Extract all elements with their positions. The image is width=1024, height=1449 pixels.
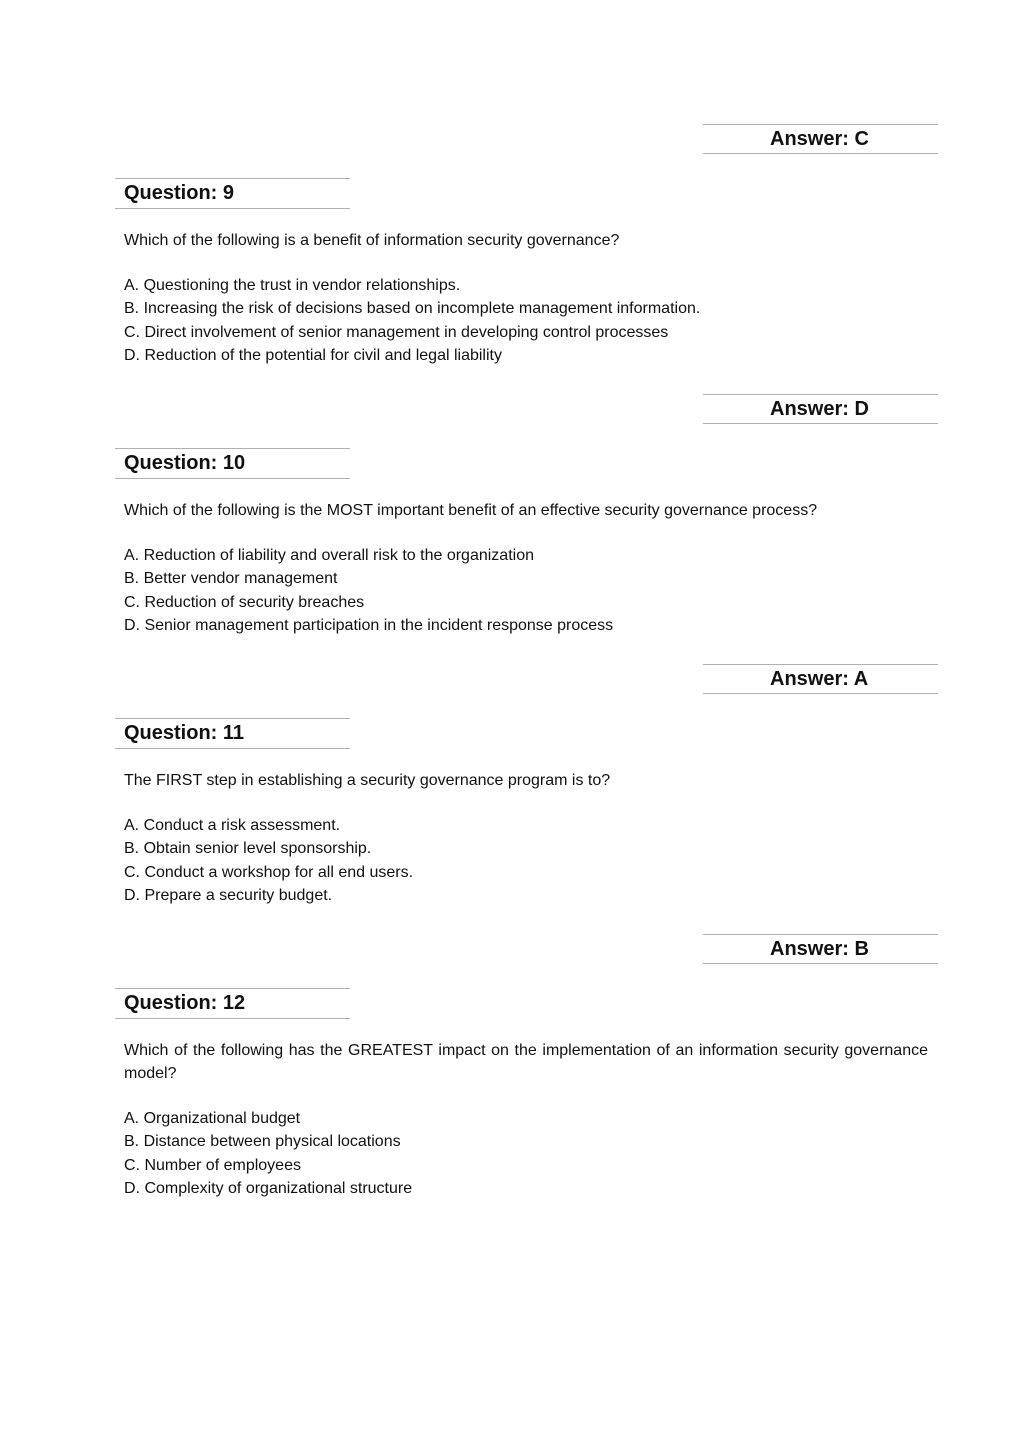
question-header [115,718,350,749]
option-list [124,1107,412,1200]
option-list [124,544,613,637]
answer-box [703,934,938,964]
answer-label: Answer: C [770,128,869,150]
question-stem: Which of the following has the GREATEST impact on the implementation of an information security governance model? [124,1042,928,1082]
question-header [115,448,350,479]
answer-label: Answer: D [770,398,869,420]
question-title: Question: 9 [124,182,235,204]
option-item: A. Questioning the trust in vendor relationships. [124,277,461,294]
option-item: C. Direct involvement of senior management in developing control processes [124,323,669,341]
question-title: Question: 12 [124,992,246,1014]
option-item: A. Reduction of liability and overall risk to the organization [124,547,534,564]
option-item: A. Conduct a risk assessment. [124,817,341,834]
option-item: D. Senior management participation in the incident response process [124,616,614,634]
question-title: Question: 11 [124,722,245,744]
option-list [124,274,700,367]
question-header [115,178,350,209]
option-list [124,814,413,907]
answer-label: Answer: B [770,938,869,960]
option-item: B. Increasing the risk of decisions based on incomplete management information. [124,300,701,318]
question-stem: The FIRST step in establishing a security governance program is to? [124,772,611,789]
option-item: D. Prepare a security budget. [124,886,333,904]
question-stem: Which of the following is the MOST important benefit of an effective security governance process? [124,502,818,519]
option-item: B. Obtain senior level sponsorship. [124,840,372,858]
answer-box [703,664,938,694]
answer-label: Answer: A [770,668,869,690]
question-header [115,988,350,1019]
option-item: B. Distance between physical locations [124,1133,401,1151]
answer-box [703,394,938,424]
option-item: D. Complexity of organizational structure [124,1179,413,1197]
option-item: A. Organizational budget [124,1110,301,1127]
option-item: C. Number of employees [124,1156,301,1174]
answer-box [703,124,938,154]
question-title: Question: 10 [124,452,246,474]
option-item: D. Reduction of the potential for civil and legal liability [124,346,502,364]
option-item: B. Better vendor management [124,570,338,588]
question-stem: Which of the following is a benefit of information security governance? [124,232,620,249]
option-item: C. Reduction of security breaches [124,593,365,611]
option-item: C. Conduct a workshop for all end users. [124,863,414,881]
